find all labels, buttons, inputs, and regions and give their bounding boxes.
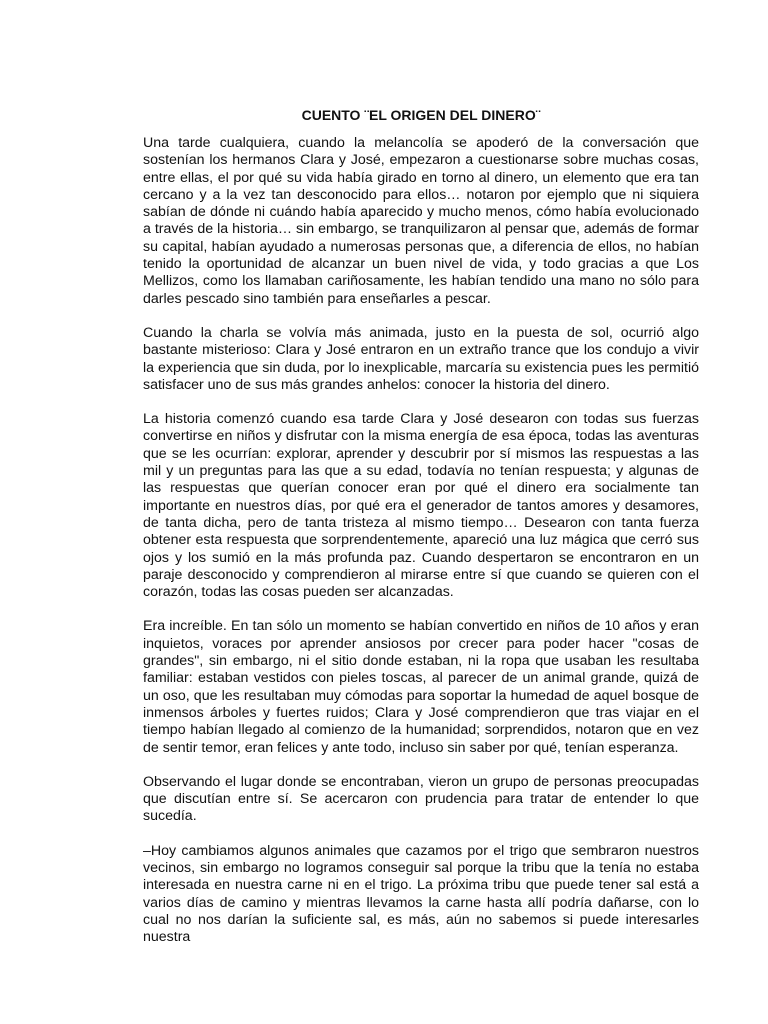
paragraph: Una tarde cualquiera, cuando la melancolía se apoderó de la conversación que sostenían los hermanos Clara y José, empezaron a cuestionarse sobre muchas cosas, entre ellas, el por qué su vida había girado en torno al dinero, un elemento que era tan cercano y a la vez tan desconocido para ellos… notaron por ejemplo que ni siquiera sabían de dónde ni cuándo había aparecido y mucho menos, cómo había evolucionado a través de la historia… sin embargo, se tranquilizaron al pensar que, además de formar su capital, habían ayudado a numerosas personas que, a diferencia de ellos, no habían tenido la oportunidad de alcanzar un buen nivel de vida, y todo gracias a que Los Mellizos, como los llamaban cariñosamente, les habían tendido una mano no sólo para darles pescado sino también para enseñarles a pescar.	[143, 135, 699, 307]
paragraph: La historia comenzó cuando esa tarde Clara y José desearon con todas sus fuerzas convertirse en niños y disfrutar con la misma energía de esa época, todas las aventuras que se les ocurrían: explorar, aprender y descubrir por sí mismos las respuestas a las mil y un preguntas para las que a su edad, todavía no tenían respuesta; y algunas de las respuestas que querían conocer eran por qué el dinero era socialmente tan importante en nuestros días, por qué era el generador de tantos amores y desamores, de tanta dicha, pero de tanta tristeza al mismo tiempo… Desearon con tanta fuerza obtener esta respuesta que sorprendentemente, apareció una luz mágica que cerró sus ojos y los sumió en la más profunda paz. Cuando despertaron se encontraron en un paraje desconocido y comprendieron al mirarse entre sí que cuando se quieren con el corazón, todas las cosas pueden ser alcanzadas.	[143, 411, 699, 601]
document-body	[143, 106, 699, 946]
paragraph: –Hoy cambiamos algunos animales que cazamos por el trigo que sembraron nuestros vecinos, sin embargo no logramos conseguir sal porque la tribu que la tenía no estaba interesada en nuestra carne ni en el trigo. La próxima tribu que puede tener sal está a varios días de camino y mientras llevamos la carne hasta allí podría dañarse, con lo cual no nos darían la suficiente sal, es más, aún no sabemos si puede interesarles nuestra	[143, 842, 699, 946]
paragraph: Era increíble. En tan sólo un momento se habían convertido en niños de 10 años y eran inquietos, voraces por aprender ansiosos por crecer para poder hacer "cosas de grandes", sin embargo, ni el sitio donde estaban, ni la ropa que usaban les resultaba familiar: estaban vestidos con pieles toscas, al parecer de un animal grande, quizá de un oso, que les resultaban muy cómodas para soportar la humedad de aquel bosque de inmensos árboles y fuertes ruidos; Clara y José comprendieron que tras viajar en el tiempo habían llegado al comienzo de la humanidad; sorprendidos, notaron que en vez de sentir temor, eran felices y ante todo, incluso sin saber por qué, tenían esperanza.	[143, 618, 699, 756]
paragraph: Cuando la charla se volvía más animada, justo en la puesta de sol, ocurrió algo bastante misterioso: Clara y José entraron en un extraño trance que los condujo a vivir la experiencia que sin duda, por lo inexplicable, marcaría su existencia pues les permitió satisfacer uno de sus más grandes anhelos: conocer la historia del dinero.	[143, 324, 699, 393]
paragraph: Observando el lugar donde se encontraban, vieron un grupo de personas preocupadas que discutían entre sí. Se acercaron con prudencia para tratar de entender lo que sucedía.	[143, 773, 699, 825]
document-title: CUENTO ¨EL ORIGEN DEL DINERO¨	[301, 107, 541, 123]
